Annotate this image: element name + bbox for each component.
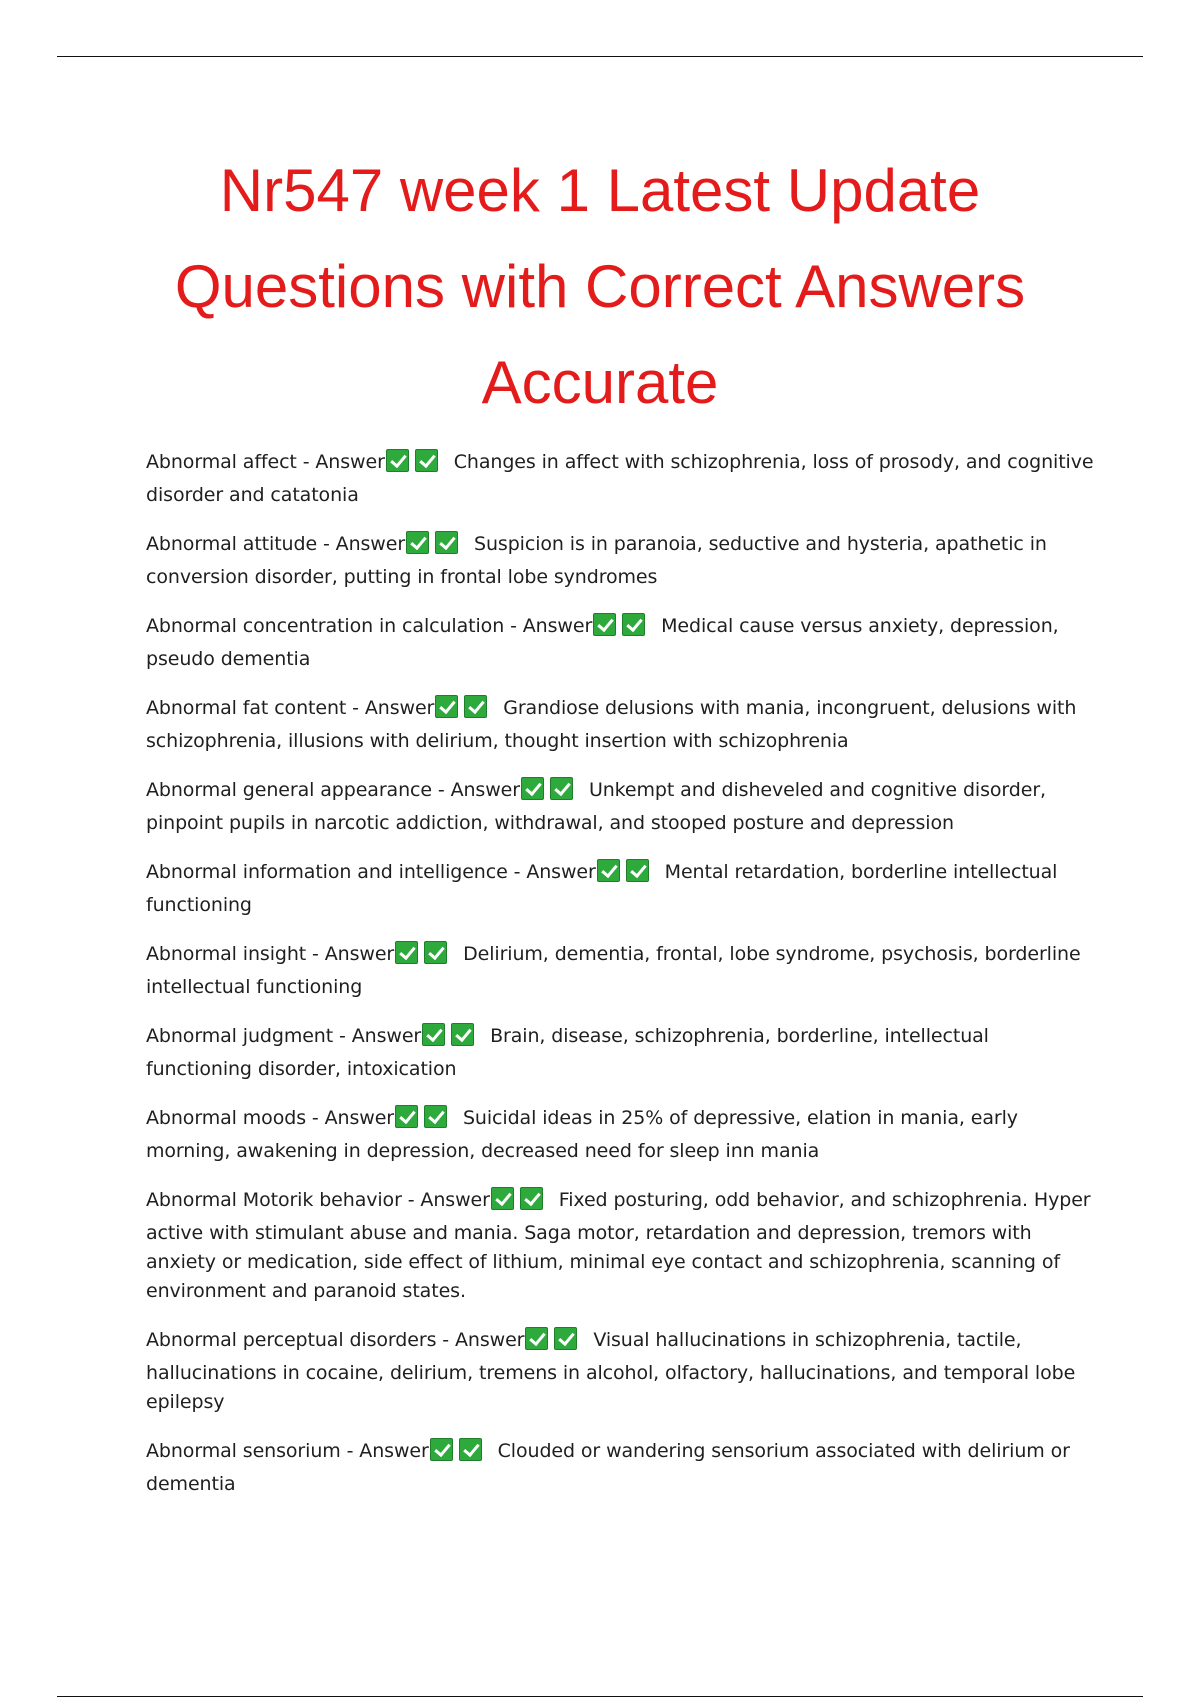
qa-entry [146,530,1096,592]
check-mark-icon [521,777,544,800]
check-mark-icon [597,859,620,882]
check-mark-icon [520,1187,543,1210]
qa-list [146,448,1096,1519]
check-mark-icon [464,695,487,718]
qa-entry [146,1437,1096,1499]
entry-term: Abnormal attitude - Answer [146,533,406,555]
qa-entry [146,1104,1096,1166]
check-mark-icon [622,613,645,636]
answer-checks [395,941,453,973]
entry-term: Abnormal affect - Answer [146,451,385,473]
entry-answer: Unkempt and disheveled and cognitive disorder, pinpoint pupils in narcotic addiction, withdrawal, and stooped posture and depression [146,779,1046,834]
check-mark-icon [554,1327,577,1350]
check-mark-icon [386,449,409,472]
check-mark-icon [435,531,458,554]
answer-checks [422,1023,480,1055]
check-mark-icon [424,1105,447,1128]
top-rule [57,56,1143,57]
answer-checks [491,1187,549,1219]
entry-term: Abnormal judgment - Answer [146,1025,422,1047]
check-mark-icon [430,1438,453,1461]
answer-checks [430,1438,488,1470]
check-mark-icon [550,777,573,800]
answer-checks [406,531,464,563]
entry-term: Abnormal sensorium - Answer [146,1440,429,1462]
check-mark-icon [451,1023,474,1046]
entry-term: Abnormal insight - Answer [146,943,395,965]
entry-term: Abnormal Motorik behavior - Answer [146,1189,490,1211]
entry-term: Abnormal concentration in calculation - Answer [146,615,593,637]
qa-entry [146,858,1096,920]
entry-answer: Delirium, dementia, frontal, lobe syndrome, psychosis, borderline intellectual functioning [146,943,1081,998]
answer-checks [597,859,655,891]
entry-answer: Visual hallucinations in schizophrenia, tactile, hallucinations in cocaine, delirium, tremens in alcohol, olfactory, hallucinations, and temporal lobe epilepsy [146,1329,1076,1413]
entry-term: Abnormal moods - Answer [146,1107,395,1129]
check-mark-icon [525,1327,548,1350]
title-line: Accurate [481,349,719,416]
entry-term: Abnormal information and intelligence - Answer [146,861,596,883]
qa-entry [146,1022,1096,1084]
qa-entry [146,940,1096,1002]
entry-answer: Mental retardation, borderline intellectual functioning [146,861,1058,916]
entry-answer: Suicidal ideas in 25% of depressive, elation in mania, early morning, awakening in depression, decreased need for sleep inn mania [146,1107,1018,1162]
title-line: Nr547 week 1 Latest Update [219,157,981,224]
answer-checks [395,1105,453,1137]
check-mark-icon [626,859,649,882]
check-mark-icon [422,1023,445,1046]
check-mark-icon [459,1438,482,1461]
qa-entry [146,1326,1096,1417]
entry-answer: Medical cause versus anxiety, depression, pseudo dementia [146,615,1059,670]
entry-term: Abnormal general appearance - Answer [146,779,520,801]
qa-entry [146,694,1096,756]
qa-entry [146,612,1096,674]
answer-checks [525,1327,583,1359]
answer-checks [435,695,493,727]
entry-answer: Suspicion is in paranoia, seductive and hysteria, apathetic in conversion disorder, putting in frontal lobe syndromes [146,533,1047,588]
check-mark-icon [415,449,438,472]
document-title [100,143,1100,431]
entry-answer: Brain, disease, schizophrenia, borderline, intellectual functioning disorder, intoxication [146,1025,989,1080]
entry-answer: Clouded or wandering sensorium associated with delirium or dementia [146,1440,1070,1495]
check-mark-icon [395,941,418,964]
qa-entry [146,448,1096,510]
entry-answer: Fixed posturing, odd behavior, and schizophrenia. Hyper active with stimulant abuse and mania. Saga motor, retardation and depression, tremors with anxiety or medication, side effect of lithium, minimal eye contact and schizophrenia, scanning of environment and paranoid states. [146,1189,1091,1302]
entry-answer: Grandiose delusions with mania, incongruent, delusions with schizophrenia, illusions with delirium, thought insertion with schizophrenia [146,697,1077,752]
entry-term: Abnormal fat content - Answer [146,697,435,719]
entry-term: Abnormal perceptual disorders - Answer [146,1329,525,1351]
check-mark-icon [435,695,458,718]
qa-entry [146,1186,1096,1306]
answer-checks [521,777,579,809]
check-mark-icon [491,1187,514,1210]
check-mark-icon [424,941,447,964]
check-mark-icon [593,613,616,636]
title-line: Questions with Correct Answers [174,253,1026,320]
check-mark-icon [406,531,429,554]
bottom-rule [57,1696,1143,1697]
qa-entry [146,776,1096,838]
check-mark-icon [395,1105,418,1128]
entry-answer: Changes in affect with schizophrenia, loss of prosody, and cognitive disorder and catatonia [146,451,1094,506]
answer-checks [593,613,651,645]
answer-checks [386,449,444,481]
